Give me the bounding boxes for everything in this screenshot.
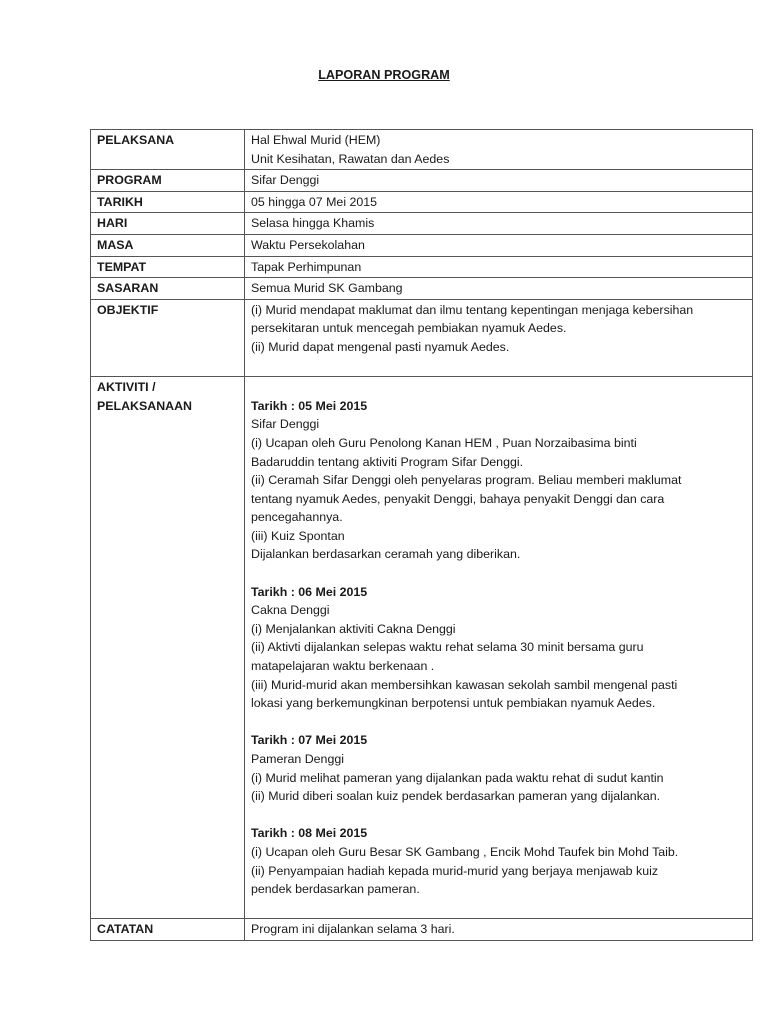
day-line: (i) Murid melihat pameran yang dijalankan pada waktu rehat di sudut kantin bbox=[251, 770, 664, 785]
day-line: Pameran Denggi bbox=[251, 752, 344, 766]
row-value-masa: Waktu Persekolahan bbox=[245, 234, 753, 256]
day-line: (i) Ucapan oleh Guru Penolong Kanan HEM , Puan Norzaibasima binti bbox=[251, 435, 637, 450]
table-row bbox=[91, 213, 753, 235]
row-label-tarikh: TARIKH bbox=[91, 191, 245, 213]
pelaksana-line: Unit Kesihatan, Rawatan dan Aedes bbox=[251, 151, 450, 166]
row-label-pelaksana: PELAKSANA bbox=[91, 130, 245, 170]
day-line: (i) Ucapan oleh Guru Besar SK Gambang , Encik Mohd Taufek bin Mohd Taib. bbox=[251, 844, 679, 859]
day-line: (ii) Ceramah Sifar Denggi oleh penyelaras program. Beliau memberi maklumat bbox=[251, 473, 682, 488]
pelaksana-line: Hal Ehwal Murid (HEM) bbox=[251, 133, 381, 147]
row-label-objektif: OBJEKTIF bbox=[91, 299, 245, 376]
day-line: Badaruddin tentang aktiviti Program Sifar Denggi. bbox=[251, 454, 524, 469]
row-value-tarikh: 05 hingga 07 Mei 2015 bbox=[245, 191, 753, 213]
table-row bbox=[91, 234, 753, 256]
table-row bbox=[91, 130, 753, 170]
table-row bbox=[91, 377, 753, 919]
day-line: (iii) Kuiz Spontan bbox=[251, 528, 345, 543]
day-line: matapelajaran waktu berkenaan . bbox=[251, 659, 435, 674]
row-value-hari: Selasa hingga Khamis bbox=[245, 213, 753, 235]
row-value-sasaran: Semua Murid SK Gambang bbox=[245, 278, 753, 300]
day-line: tentang nyamuk Aedes, penyakit Denggi, bahaya penyakit Denggi dan cara bbox=[251, 491, 665, 506]
objektif-line: persekitaran untuk mencegah pembiakan nyamuk Aedes. bbox=[251, 321, 567, 336]
report-title: LAPORAN PROGRAM bbox=[318, 68, 450, 82]
row-label-masa: MASA bbox=[91, 234, 245, 256]
table-row bbox=[91, 299, 753, 376]
row-label-tempat: TEMPAT bbox=[91, 256, 245, 278]
row-label-sasaran: SASARAN bbox=[91, 278, 245, 300]
day-line: pencegahannya. bbox=[251, 510, 343, 525]
objektif-line: (i) Murid mendapat maklumat dan ilmu tentang kepentingan menjaga kebersihan bbox=[251, 302, 694, 317]
row-label-hari: HARI bbox=[91, 213, 245, 235]
row-value-aktiviti bbox=[245, 377, 753, 919]
row-label-program: PROGRAM bbox=[91, 170, 245, 192]
aktiviti-label-line: AKTIVITI / bbox=[97, 380, 156, 395]
day-line: Sifar Denggi bbox=[251, 417, 320, 432]
day-line: (ii) Murid diberi soalan kuiz pendek berdasarkan pameran yang dijalankan. bbox=[251, 789, 661, 804]
row-label-catatan: CATATAN bbox=[91, 919, 245, 941]
day-heading: Tarikh : 07 Mei 2015 bbox=[251, 733, 368, 748]
report-table bbox=[90, 129, 753, 941]
row-value-pelaksana bbox=[245, 130, 753, 170]
aktiviti-label-line: PELAKSANAAN bbox=[97, 398, 192, 413]
day-line: lokasi yang berkemungkinan berpotensi untuk pembiakan nyamuk Aedes. bbox=[251, 696, 656, 711]
day-line: (i) Menjalankan aktiviti Cakna Denggi bbox=[251, 621, 456, 636]
table-row bbox=[91, 170, 753, 192]
table-row bbox=[91, 919, 753, 941]
row-value-program: Sifar Denggi bbox=[245, 170, 753, 192]
day-line: pendek berdasarkan pameran. bbox=[251, 882, 420, 897]
day-heading: Tarikh : 08 Mei 2015 bbox=[251, 826, 368, 841]
day-line: (ii) Penyampaian hadiah kepada murid-murid yang berjaya menjawab kuiz bbox=[251, 863, 659, 878]
row-value-tempat: Tapak Perhimpunan bbox=[245, 256, 753, 278]
objektif-line: (ii) Murid dapat mengenal pasti nyamuk Aedes. bbox=[251, 339, 510, 354]
day-heading: Tarikh : 06 Mei 2015 bbox=[251, 584, 368, 599]
day-heading: Tarikh : 05 Mei 2015 bbox=[251, 398, 368, 413]
row-value-objektif bbox=[245, 299, 753, 376]
day-line: (iii) Murid-murid akan membersihkan kawasan sekolah sambil mengenal pasti bbox=[251, 677, 678, 692]
row-label-aktiviti bbox=[91, 377, 245, 919]
table-row bbox=[91, 191, 753, 213]
row-value-catatan: Program ini dijalankan selama 3 hari. bbox=[245, 919, 753, 941]
day-line: Dijalankan berdasarkan ceramah yang diberikan. bbox=[251, 547, 521, 562]
table-row bbox=[91, 278, 753, 300]
day-line: Cakna Denggi bbox=[251, 603, 330, 618]
table-row bbox=[91, 256, 753, 278]
day-line: (ii) Aktivti dijalankan selepas waktu rehat selama 30 minit bersama guru bbox=[251, 640, 644, 655]
